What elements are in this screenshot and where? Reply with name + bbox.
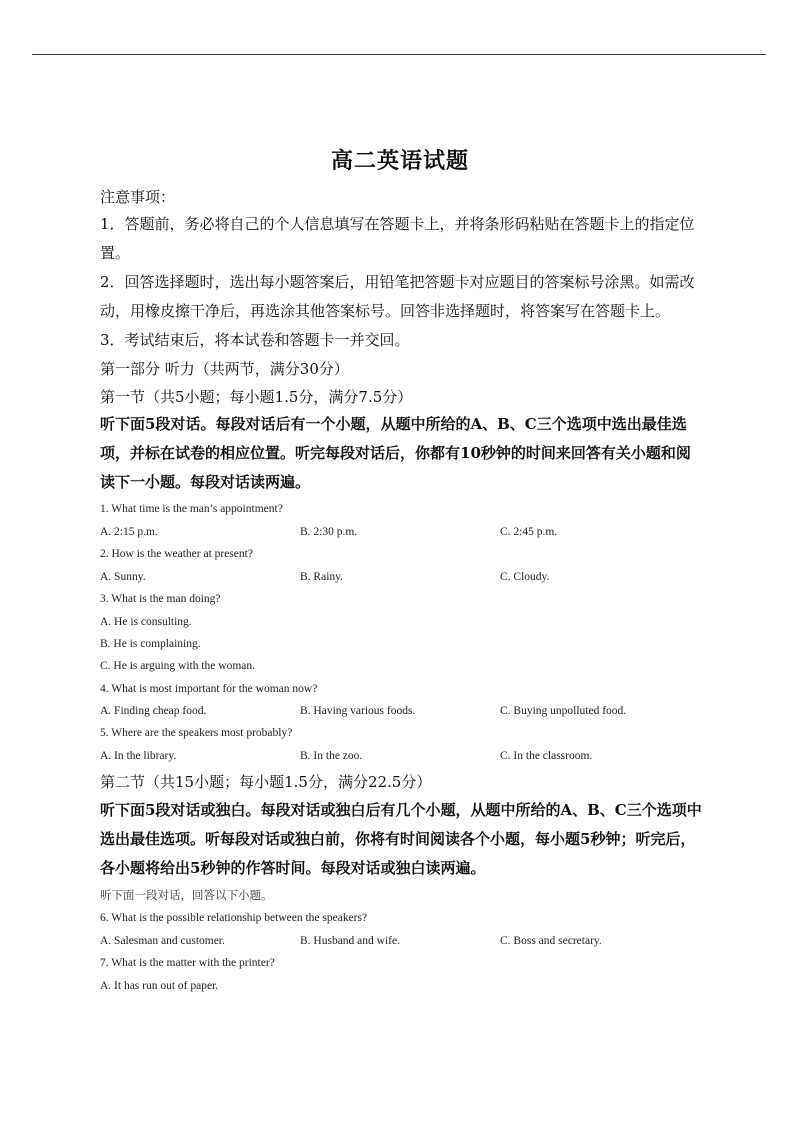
dialogue-intro: 听下面一段对话，回答以下小题。 <box>100 888 273 902</box>
question-1-stem: 1. What time is the man’s appointment? <box>100 503 283 515</box>
question-7-stem: 7. What is the matter with the printer? <box>100 957 275 969</box>
section1-heading: 第一节（共5小题；每小题1.5分，满分7.5分） <box>100 388 413 406</box>
question-3-stem: 3. What is the man doing? <box>100 593 221 605</box>
header-rule <box>32 54 766 55</box>
question-2-option-a: A. Sunny. <box>100 571 146 583</box>
question-3-option-a: A. He is consulting. <box>100 616 192 628</box>
notice-item-1: 1．答题前，务必将自己的个人信息填写在答题卡上，并将条形码粘贴在答题卡上的指定位置。 <box>100 215 695 262</box>
question-3-option-c: C. He is arguing with the woman. <box>100 660 256 672</box>
question-5-stem: 5. Where are the speakers most probably? <box>100 727 293 739</box>
question-6-option-c: C. Boss and secretary. <box>500 935 602 947</box>
question-7-option-a: A. It has run out of paper. <box>100 980 219 992</box>
question-2-option-c: C. Cloudy. <box>500 571 550 583</box>
question-2-option-b: B. Rainy. <box>300 571 344 583</box>
question-4-option-c: C. Buying unpolluted food. <box>500 705 627 717</box>
question-5-option-c: C. In the classroom. <box>500 750 593 762</box>
question-6-stem: 6. What is the possible relationship between the speakers? <box>100 912 368 924</box>
question-1-option-c: C. 2:45 p.m. <box>500 526 558 538</box>
section1-instructions: 听下面5段对话。每段对话后有一个小题，从题中所给的A、B、C三个选项中选出最佳选项，并标在试卷的相应位置。听完每段对话后，你都有10秒钟的时间来回答有关小题和阅读下一小题。每段对话读两遍。 <box>100 415 691 491</box>
question-6-option-b: B. Husband and wife. <box>300 935 400 947</box>
question-1-option-a: A. 2:15 p.m. <box>100 526 158 538</box>
part1-heading: 第一部分 听力（共两节，满分30分） <box>100 360 349 378</box>
page-title: 高二英语试题 <box>330 148 469 174</box>
question-4-option-b: B. Having various foods. <box>300 705 416 717</box>
question-5-option-a: A. In the library. <box>100 750 177 762</box>
question-6-option-a: A. Salesman and customer. <box>100 935 225 947</box>
notice-item-2: 2．回答选择题时，选出每小题答案后，用铅笔把答题卡对应题目的答案标号涂黑。如需改动，用橡皮擦干净后，再选涂其他答案标号。回答非选择题时，将答案写在答题卡上。 <box>100 273 695 320</box>
question-4-stem: 4. What is most important for the woman now? <box>100 683 318 695</box>
question-1-option-b: B. 2:30 p.m. <box>300 526 358 538</box>
question-2-stem: 2. How is the weather at present? <box>100 548 253 560</box>
question-5-option-b: B. In the zoo. <box>300 750 363 762</box>
notice-item-3: 3．考试结束后，将本试卷和答题卡一并交回。 <box>100 331 410 349</box>
question-3-option-b: B. He is complaining. <box>100 638 201 650</box>
section2-heading: 第二节（共15小题；每小题1.5分，满分22.5分） <box>100 773 432 791</box>
notice-heading: 注意事项： <box>100 188 176 206</box>
section2-instructions: 听下面5段对话或独白。每段对话或独白后有几个小题，从题中所给的A、B、C三个选项中选出最佳选项。听每段对话或独白前，你将有时间阅读各个小题，每小题5秒钟；听完后，各小题将给出5秒钟的作答时间。每段对话或独白读两遍。 <box>100 801 702 877</box>
question-4-option-a: A. Finding cheap food. <box>100 705 207 717</box>
